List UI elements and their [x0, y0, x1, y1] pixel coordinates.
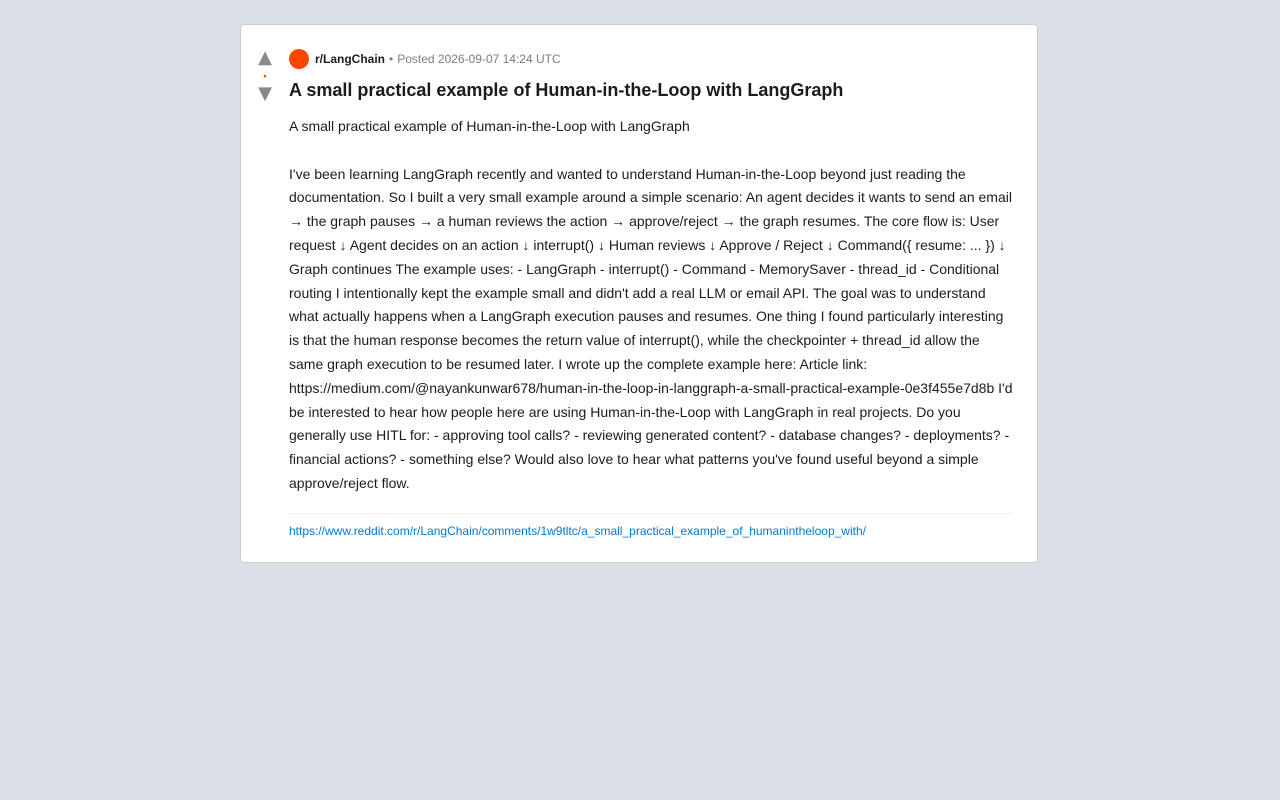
- vote-column: [241, 25, 289, 562]
- upvote-arrow-icon[interactable]: ▲: [258, 47, 272, 68]
- vote-score: •: [263, 71, 267, 81]
- downvote-arrow-icon[interactable]: ▼: [258, 83, 272, 104]
- post-title[interactable]: A small practical example of Human-in-the-Loop with LangGraph: [289, 80, 844, 100]
- divider: [289, 513, 1013, 514]
- subreddit-link[interactable]: r/LangChain: [315, 52, 386, 66]
- post-content: [289, 25, 1037, 562]
- subreddit-avatar[interactable]: [289, 49, 309, 69]
- meta-separator: •: [389, 52, 394, 66]
- post-body: [289, 115, 1013, 496]
- permalink-link[interactable]: https://www.reddit.com/r/LangChain/comments/1w9tltc/a_small_practical_example_of_humanintheloop_with/: [289, 523, 866, 538]
- post-body-paragraph: I've been learning LangGraph recently and wanted to understand Human-in-the-Loop beyond just reading the documentation. So I built a very small example around a simple scenario: An agent decides it wants to send an email → the graph pauses → a human reviews the action → approve/reject → the graph resumes. The core flow is: User request ↓ Agent decides on an action ↓ interrupt() ↓ Human reviews ↓ Approve / Reject ↓ Command({ resume: ... }) ↓ Graph continues The example uses: - LangGraph - interrupt() - Command - MemorySaver - thread_id - Conditional routing I intentionally kept the example small and didn't add a real LLM or email API. The goal was to understand what actually happens when a LangGraph execution pauses and resumes. One thing I found particularly interesting is that the human response becomes the return value of interrupt(), while the checkpointer + thread_id allow the same graph execution to be resumed later. I wrote up the complete example here: Article link: https://medium.com/@nayankunwar678/human-in-the-loop-in-langgraph-a-small-practical-example-0e3f455e7d8b I'd be interested to hear how people here are using Human-in-the-Loop with LangGraph in real projects. Do you generally use HITL for: - approving tool calls? - reviewing generated content? - database changes? - deployments? - financial actions? - something else? Would also love to hear what patterns you've found useful beyond a simple approve/reject flow.: [289, 165, 1013, 491]
- post-body-paragraph: A small practical example of Human-in-the-Loop with LangGraph: [289, 118, 690, 134]
- post-card: [240, 24, 1038, 563]
- posted-timestamp: Posted 2026-09-07 14:24 UTC: [397, 52, 561, 66]
- post-meta: [289, 49, 1013, 69]
